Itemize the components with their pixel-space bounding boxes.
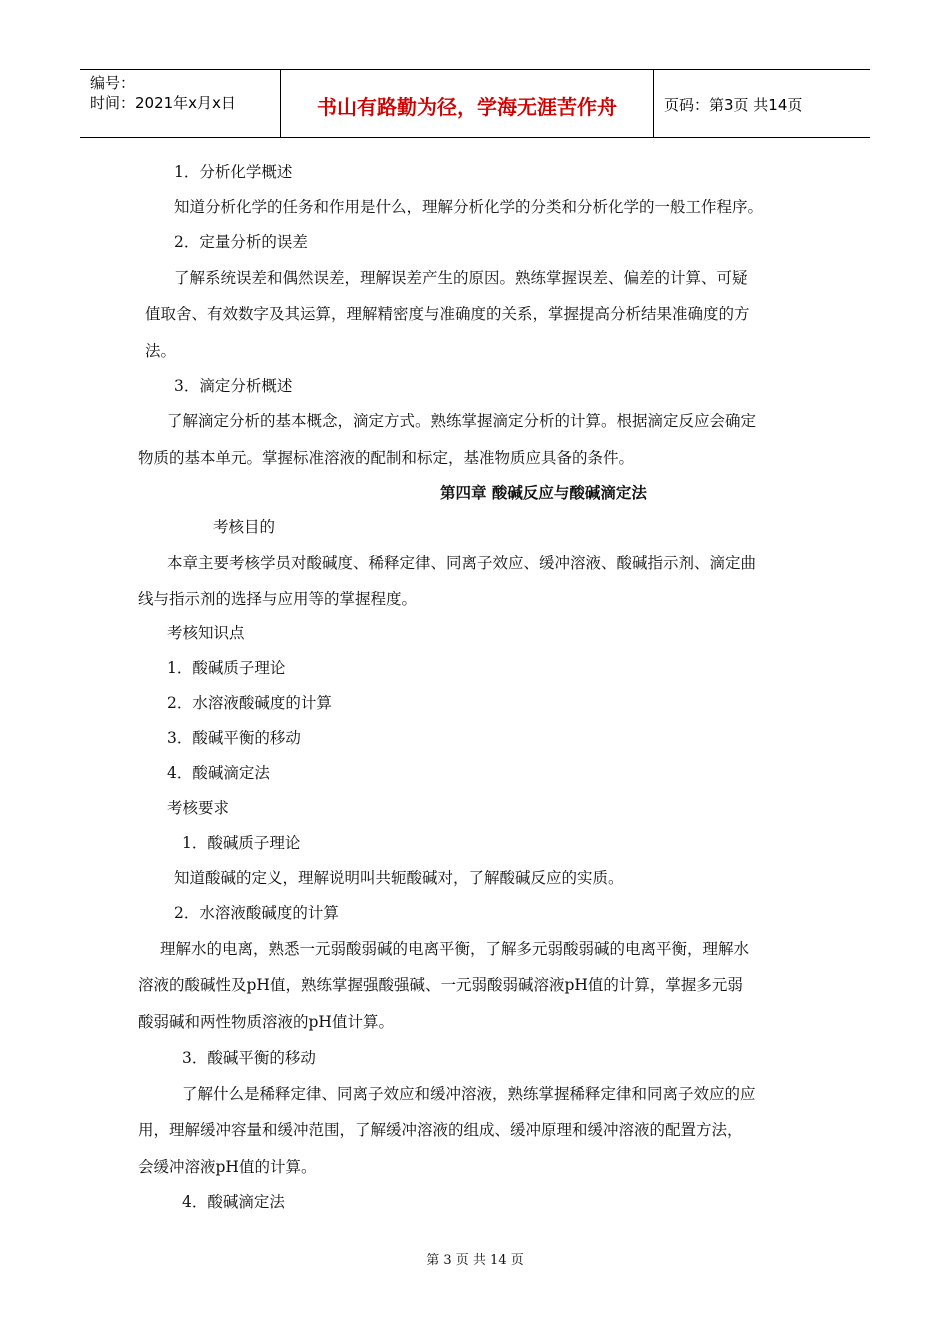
subsection-label: 考核要求	[167, 799, 230, 817]
paragraph-line: 了解滴定分析的基本概念，滴定方式。熟练掌握滴定分析的计算。根据滴定反应会确定	[167, 412, 757, 430]
paragraph-line: 理解水的电离，熟悉一元弱酸弱碱的电离平衡，了解多元弱酸弱碱的电离平衡，理解水	[160, 940, 750, 958]
header-motto-cell	[281, 70, 654, 137]
section-heading: 1．酸碱质子理论	[182, 834, 301, 852]
paragraph-line: 法。	[145, 342, 177, 360]
document-time-label: 时间：2021年x月x日	[90, 94, 236, 112]
paragraph-line: 了解什么是稀释定律、同离子效应和缓冲溶液，熟练掌握稀释定律和同离子效应的应	[182, 1085, 756, 1103]
paragraph-line: 本章主要考核学员对酸碱度、稀释定律、同离子效应、缓冲溶液、酸碱指示剂、滴定曲	[167, 554, 757, 572]
section-heading: 2．定量分析的误差	[174, 233, 308, 251]
document-header	[80, 69, 870, 138]
paragraph-line: 物质的基本单元。掌握标准溶液的配制和标定，基准物质应具备的条件。	[138, 449, 635, 467]
list-item: 2．水溶液酸碱度的计算	[167, 694, 332, 712]
paragraph-line: 溶液的酸碱性及pH值，熟练掌握强酸强碱、一元弱酸弱碱溶液pH值的计算，掌握多元弱	[138, 976, 743, 994]
section-heading: 3．滴定分析概述	[174, 377, 293, 395]
list-item: 1．酸碱质子理论	[167, 659, 286, 677]
list-item: 4．酸碱滴定法	[167, 764, 270, 782]
section-heading: 4．酸碱滴定法	[182, 1193, 285, 1211]
subsection-label: 考核知识点	[167, 624, 245, 642]
paragraph-line: 酸弱碱和两性物质溶液的pH值计算。	[138, 1013, 394, 1031]
section-heading: 2．水溶液酸碱度的计算	[174, 904, 339, 922]
subsection-label: 考核目的	[213, 518, 276, 536]
page-footer: 第 3 页 共 14 页	[426, 1253, 524, 1268]
header-meta-cell	[80, 70, 281, 137]
header-page-cell	[654, 70, 870, 137]
paragraph-line: 了解系统误差和偶然误差，理解误差产生的原因。熟练掌握误差、偏差的计算、可疑	[174, 269, 748, 287]
paragraph-line: 线与指示剂的选择与应用等的掌握程度。	[138, 590, 418, 608]
document-number-label: 编号：	[90, 74, 136, 92]
chapter-title: 第四章 酸碱反应与酸碱滴定法	[440, 484, 647, 502]
paragraph-line: 值取舍、有效数字及其运算，理解精密度与准确度的关系，掌握提高分析结果准确度的方	[145, 305, 750, 323]
paragraph-line: 知道酸碱的定义，理解说明叫共轭酸碱对，了解酸碱反应的实质。	[174, 869, 624, 887]
paragraph-line: 知道分析化学的任务和作用是什么，理解分析化学的分类和分析化学的一般工作程序。	[174, 198, 764, 216]
list-item: 3．酸碱平衡的移动	[167, 729, 301, 747]
section-heading: 1．分析化学概述	[174, 163, 293, 181]
paragraph-line: 用，理解缓冲容量和缓冲范围，了解缓冲溶液的组成、缓冲原理和缓冲溶液的配置方法，	[138, 1121, 743, 1139]
header-page-info: 页码：第3页 共14页	[664, 96, 803, 114]
paragraph-line: 会缓冲溶液pH值的计算。	[138, 1158, 317, 1176]
section-heading: 3．酸碱平衡的移动	[182, 1049, 316, 1067]
header-motto: 书山有路勤为径，学海无涯苦作舟	[317, 95, 617, 119]
